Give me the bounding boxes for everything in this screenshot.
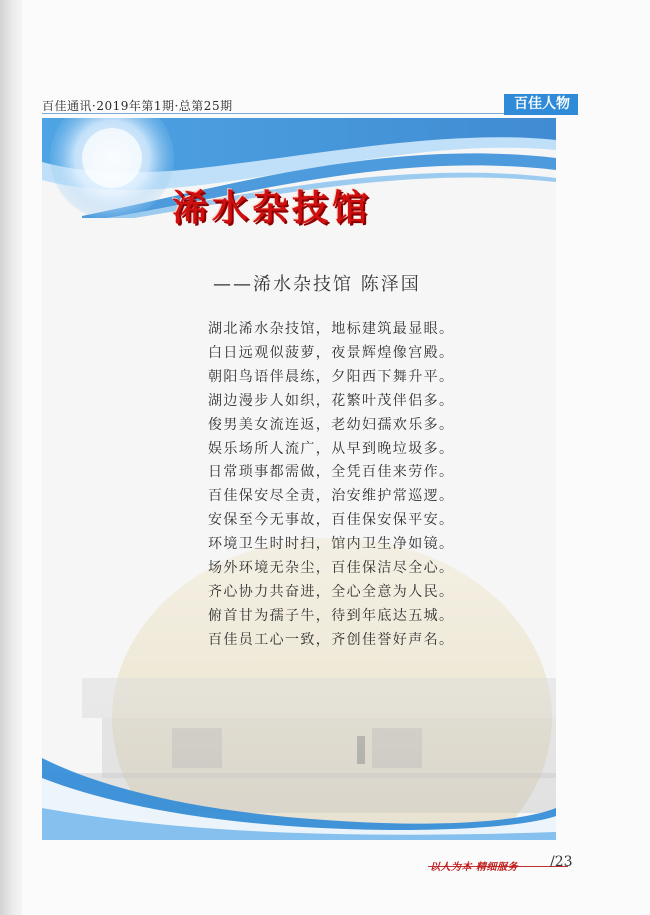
poem-line: 朝阳鸟语伴晨练，夕阳西下舞升平。	[208, 368, 455, 385]
article-subtitle: ——浠水杂技馆 陈泽国	[213, 274, 421, 295]
poem-line: 白日远观似菠萝，夜景辉煌像宫殿。	[208, 344, 455, 361]
poem-line: 俯首甘为孺子牛，待到年底达五城。	[208, 607, 455, 624]
section-tab: 百佳人物	[504, 94, 578, 115]
poem-line: 湖北浠水杂技馆，地标建筑最显眼。	[208, 321, 455, 337]
footer-slogan: 以人为本 精细服务	[430, 862, 518, 873]
header-divider	[42, 113, 578, 114]
poem-line: 俊男美女流连返，老幼妇孺欢乐多。	[208, 416, 455, 433]
issue-header: 百佳通讯·2019年第1期·总第25期	[42, 99, 233, 113]
poem-line: 湖边漫步人如织，花繁叶茂伴侣多。	[208, 392, 455, 409]
poem-line: 日常琐事都需做，全凭百佳来劳作。	[208, 464, 455, 481]
poem-line: 场外环境无杂尘，百佳保洁尽全心。	[208, 560, 455, 577]
poem-body	[208, 318, 454, 653]
poem-line: 齐心协力共奋进，全心全意为人民。	[208, 583, 455, 600]
poem-line: 环境卫生时时扫，馆内卫生净如镜。	[208, 536, 455, 553]
page-gutter	[0, 0, 22, 915]
article-title: 浠水杂技馆	[172, 187, 373, 229]
poem-line: 娱乐场所人流广，从早到晚垃圾多。	[208, 440, 455, 457]
page-number: /23	[550, 854, 573, 870]
poem-line: 安保至今无事故，百佳保安保平安。	[208, 512, 455, 529]
poem-line: 百佳员工心一致，齐创佳誉好声名。	[208, 631, 455, 648]
poem-line: 百佳保安尽全责，治安维护常巡逻。	[208, 488, 455, 505]
